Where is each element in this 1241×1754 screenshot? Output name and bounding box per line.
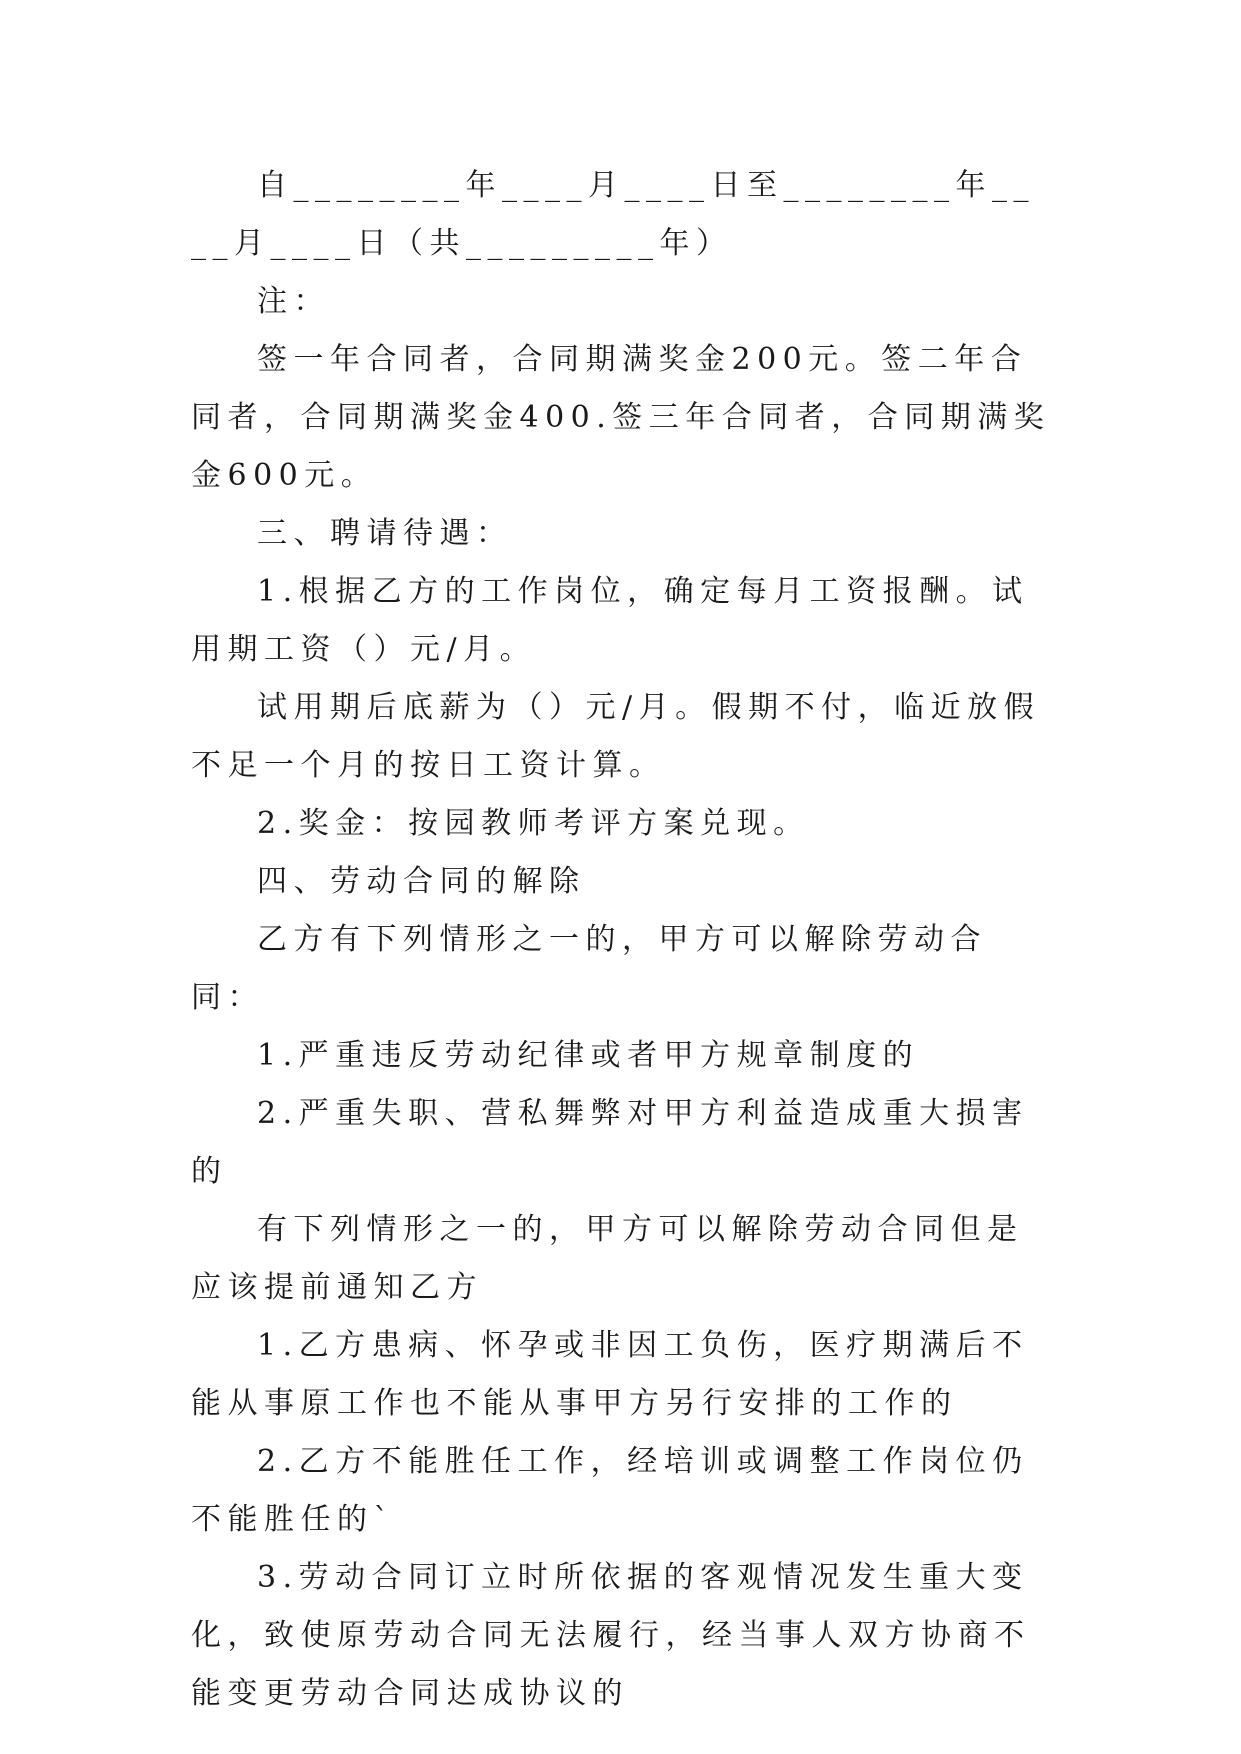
- salary-item-1: 1.根据乙方的工作岗位，确定每月工资报酬。试用期工资（）元/月。: [191, 574, 1029, 667]
- notice-item-1: 1.乙方患病、怀孕或非因工负伤，医疗期满后不能从事原工作也不能从事甲方另行安排的工作的: [191, 1328, 1029, 1421]
- document-body: [191, 157, 1051, 1723]
- termination-item-1: 1.严重违反劳动纪律或者甲方规章制度的: [257, 1038, 920, 1073]
- notice-termination-intro: 有下列情形之一的，甲方可以解除劳动合同但是应该提前通知乙方: [191, 1212, 1024, 1305]
- bonus-paragraph: 签一年合同者，合同期满奖金200元。签二年合同者，合同期满奖金400.签三年合同者，合同期满奖金600元。: [191, 342, 1051, 493]
- termination-intro: 乙方有下列情形之一的，甲方可以解除劳动合同：: [191, 922, 987, 1015]
- section-heading-termination: 四、劳动合同的解除: [257, 864, 586, 899]
- base-salary-paragraph: 试用期后底薪为（）元/月。假期不付，临近放假不足一个月的按日工资计算。: [191, 690, 1041, 783]
- section-heading-treatment: 三、聘请待遇：: [257, 516, 513, 551]
- contract-term-line: 自________年____月____日至________年____月____日（共_________年）: [191, 168, 1035, 261]
- note-heading: 注：: [257, 284, 330, 319]
- notice-item-2: 2.乙方不能胜任工作，经培训或调整工作岗位仍不能胜任的`: [191, 1444, 1029, 1537]
- bonus-item-2: 2.奖金：按园教师考评方案兑现。: [257, 806, 810, 841]
- notice-item-3: 3.劳动合同订立时所依据的客观情况发生重大变化，致使原劳动合同无法履行，经当事人双方协商不能变更劳动合同达成协议的: [191, 1560, 1031, 1711]
- termination-item-2: 2.严重失职、营私舞弊对甲方利益造成重大损害的: [191, 1096, 1029, 1189]
